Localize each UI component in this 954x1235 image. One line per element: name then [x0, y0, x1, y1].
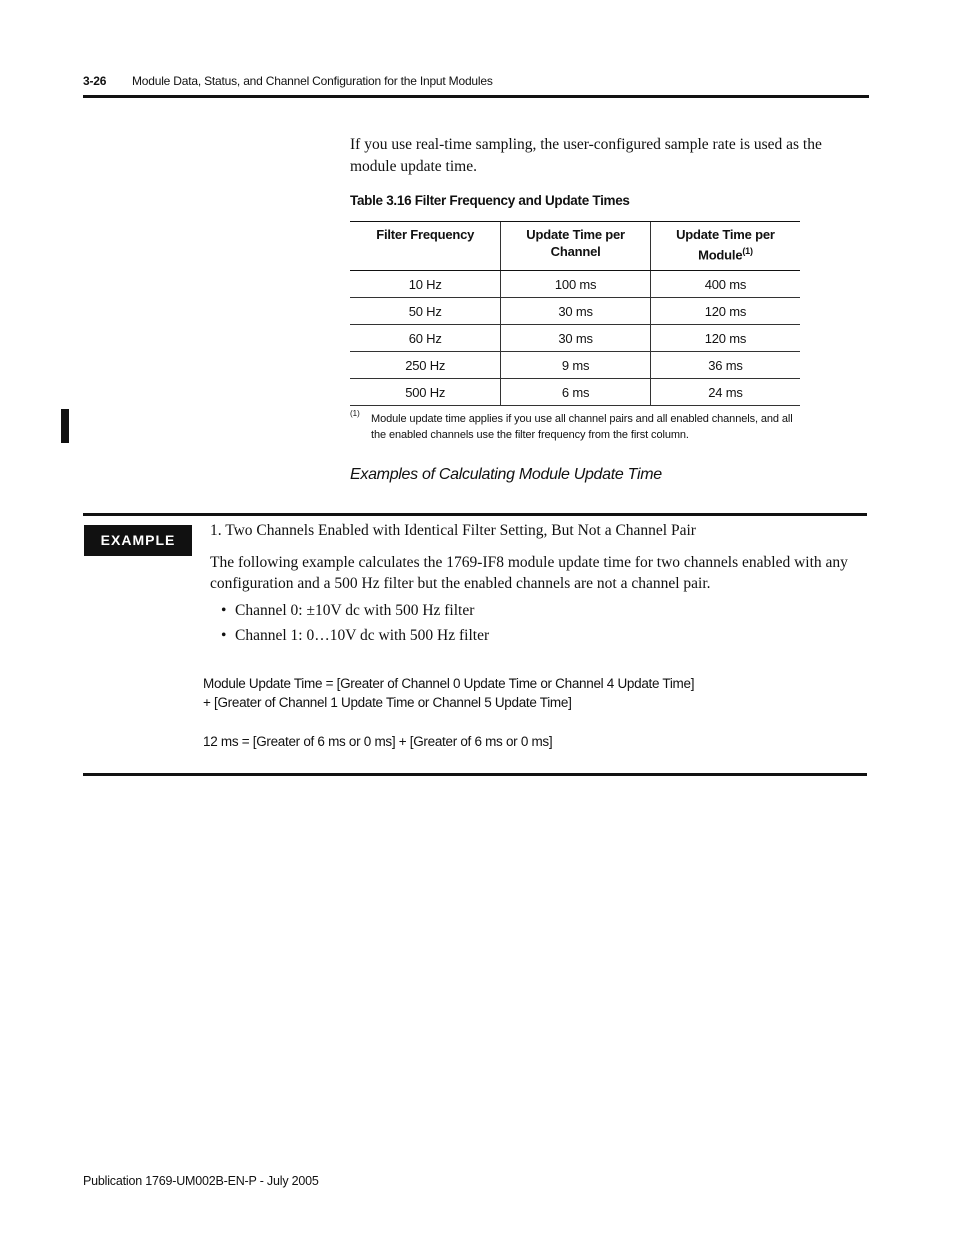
table-header-row [350, 222, 800, 271]
table-cell: 60 Hz [350, 325, 501, 352]
table-cell: 100 ms [501, 271, 650, 298]
table-cell: 120 ms [650, 325, 800, 352]
table-cell: 24 ms [650, 379, 800, 406]
table-cell: 250 Hz [350, 352, 501, 379]
list-item-text: Channel 0: ±10V dc with 500 Hz filter [235, 602, 475, 619]
table-cell: 36 ms [650, 352, 800, 379]
chapter-title: Module Data, Status, and Channel Configuration for the Input Modules [132, 74, 493, 88]
table-caption: Table 3.16 Filter Frequency and Update Times [350, 193, 630, 208]
intro-paragraph: If you use real-time sampling, the user-configured sample rate is used as the module update time. [350, 136, 822, 175]
bullet-icon: • [221, 627, 227, 644]
bullet-icon: • [221, 602, 227, 619]
example-heading: 1. Two Channels Enabled with Identical Filter Setting, But Not a Channel Pair [210, 522, 696, 539]
header-filter-frequency: Filter Frequency [350, 222, 501, 271]
formula-line-2: + [Greater of Channel 1 Update Time or Channel 5 Update Time] [203, 695, 572, 710]
table-cell: 400 ms [650, 271, 800, 298]
table-cell: 10 Hz [350, 271, 501, 298]
page-number: 3-26 [83, 74, 107, 88]
table-row [350, 325, 800, 352]
list-item [221, 627, 489, 645]
table-row [350, 298, 800, 325]
update-times-table [350, 221, 800, 406]
footnote-marker: (1) [350, 409, 360, 418]
formula-result: 12 ms = [Greater of 6 ms or 0 ms] + [Greater of 6 ms or 0 ms] [203, 734, 553, 749]
publication-footer: Publication 1769-UM002B-EN-P - July 2005 [83, 1174, 319, 1188]
table-cell: 500 Hz [350, 379, 501, 406]
table-row [350, 352, 800, 379]
footnote-reference: (1) [742, 246, 753, 256]
table-footnote: Module update time applies if you use all channel pairs and all enabled channels, and all the enabled channels use the filter frequency from the first column. [371, 413, 793, 441]
header-rule [83, 95, 869, 98]
list-item [221, 602, 474, 620]
table-cell: 30 ms [501, 325, 650, 352]
example-paragraph: The following example calculates the 1769-IF8 module update time for two channels enabled with any configuration and a 500 Hz filter but the enabled channels are not a channel pair. [210, 554, 848, 592]
example-bottom-rule [83, 773, 867, 776]
list-item-text: Channel 1: 0…10V dc with 500 Hz filter [235, 627, 490, 644]
example-top-rule [83, 513, 867, 516]
section-heading: Examples of Calculating Module Update Time [350, 466, 662, 483]
formula-line-1: Module Update Time = [Greater of Channel 0 Update Time or Channel 4 Update Time] [203, 676, 695, 691]
header-update-time-channel: Update Time per Channel [501, 222, 650, 271]
example-badge: EXAMPLE [84, 525, 192, 556]
table-row [350, 271, 800, 298]
change-bar [61, 409, 69, 443]
table-cell: 9 ms [501, 352, 650, 379]
header-update-time-module: Update Time per Module$^{(1)}$ [650, 222, 800, 271]
table-row [350, 379, 800, 406]
table-cell: 6 ms [501, 379, 650, 406]
table-cell: 120 ms [650, 298, 800, 325]
table-cell: 30 ms [501, 298, 650, 325]
table-cell: 50 Hz [350, 298, 501, 325]
